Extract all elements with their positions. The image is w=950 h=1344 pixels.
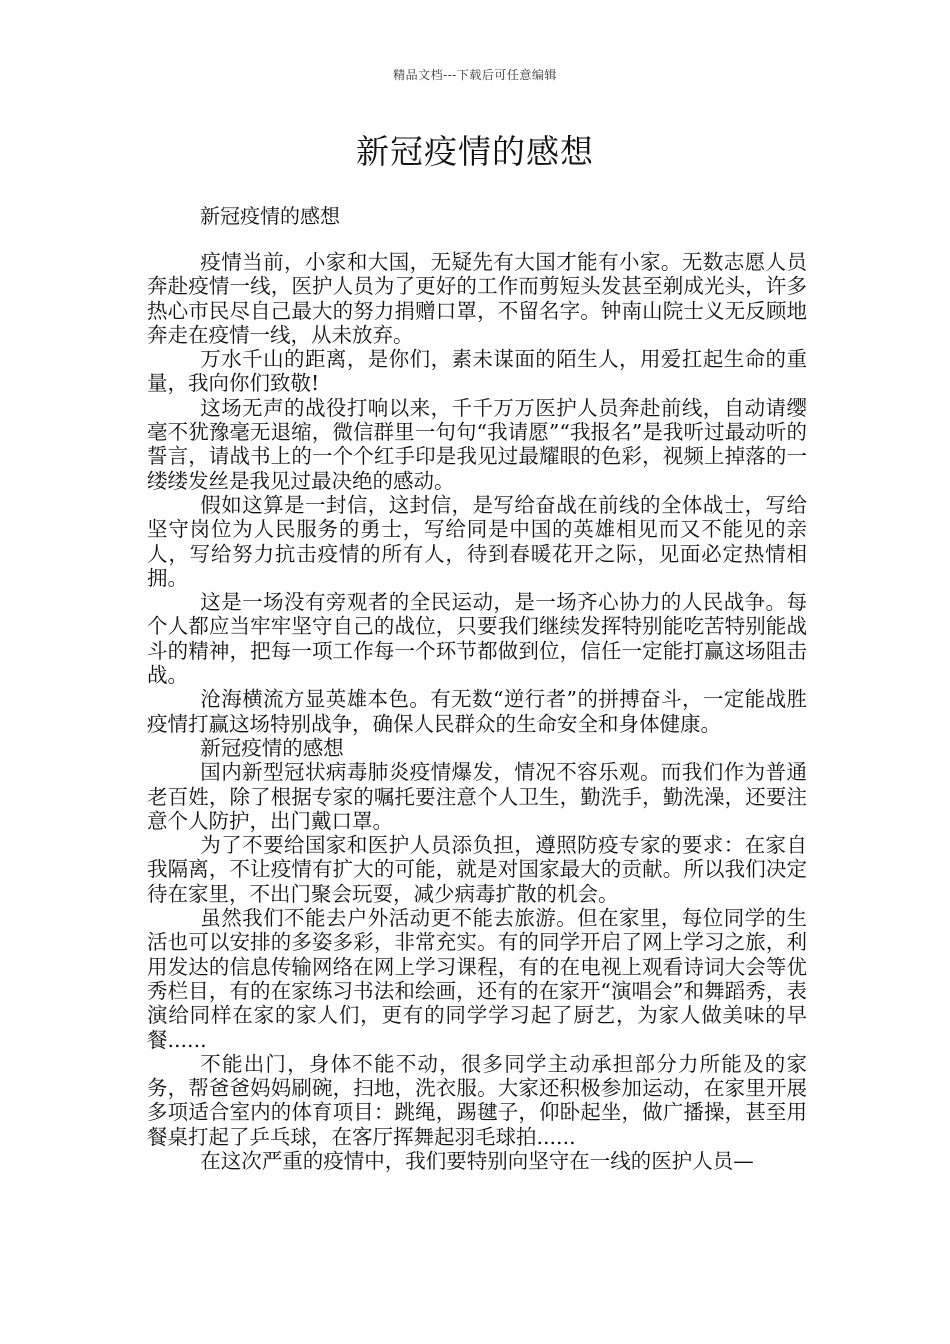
paragraph: 不能出门，身体不能不动，很多同学主动承担部分力所能及的家务，帮爸爸妈妈刷碗，扫地，洗衣服。大家还积极参加运动，在家里开展多项适合室内的体育项目：跳绳，踢毽子，仰卧起坐，做广播操，甚至用餐桌打起了乒乓球，在客厅挥舞起羽毛球拍...... [147, 1051, 807, 1149]
document-title: 新冠疫情的感想 [356, 132, 594, 171]
document-subtitle: 新冠疫情的感想 [200, 204, 340, 228]
paragraph: 这是一场没有旁观者的全民运动，是一场齐心协力的人民战争。每个人都应当牢牢坚守自己的战位，只要我们继续发挥特别能吃苦特别能战斗的精神，把每一项工作每一个环节都做到位，信任一定能打赢这场阻击战。 [147, 590, 807, 688]
paragraph: 疫情当前，小家和大国，无疑先有大国才能有小家。无数志愿人员奔赴疫情一线，医护人员为了更好的工作而剪短头发甚至剃成光头，许多热心市民尽自己最大的努力捐赠口罩，不留名字。钟南山院士义无反顾地奔走在疫情一线，从未放弃。 [147, 250, 807, 347]
document-body [147, 250, 807, 1173]
paragraph: 国内新型冠状病毒肺炎疫情爆发，情况不容乐观。而我们作为普通老百姓，除了根据专家的嘱托要注意个人卫生，勤洗手，勤洗澡，还要注意个人防护，出门戴口罩。 [147, 760, 807, 833]
paragraph: 虽然我们不能去户外活动更不能去旅游。但在家里，每位同学的生活也可以安排的多姿多彩，非常充实。有的同学开启了网上学习之旅，利用发达的信息传输网络在网上学习课程，有的在电视上观看诗词大会等优秀栏目，有的在家练习书法和绘画，还有的在家开“演唱会”和舞蹈秀，表演给同样在家的家人们，更有的同学学习起了厨艺，为家人做美味的早餐...... [147, 906, 807, 1052]
paragraph: 在这次严重的疫情中，我们要特别向坚守在一线的医护人员— [200, 1148, 754, 1173]
paragraph: 沧海横流方显英雄本色。有无数“逆行者”的拼搏奋斗，一定能战胜疫情打赢这场特别战争，确保人民群众的生命安全和身体健康。 [147, 687, 807, 736]
paragraph: 这场无声的战役打响以来，千千万万医护人员奔赴前线，自动请缨毫不犹豫毫无退缩，微信群里一句句“我请愿”“我报名”是我听过最动听的誓言，请战书上的一个个红手印是我见过最耀眼的色彩，视频上掉落的一缕缕发丝是我见过最决绝的感动。 [147, 395, 807, 493]
paragraph: 为了不要给国家和医护人员添负担，遵照防疫专家的要求：在家自我隔离，不让疫情有扩大的可能，就是对国家最大的贡献。所以我们决定待在家里，不出门聚会玩耍，减少病毒扩散的机会。 [147, 833, 807, 906]
page-header-note: 精品文档---下载后可任意编辑 [393, 68, 557, 82]
paragraph: 假如这算是一封信，这封信，是写给奋战在前线的全体战士，写给坚守岗位为人民服务的勇士，写给同是中国的英雄相见而又不能见的亲人，写给努力抗击疫情的所有人，待到春暖花开之际，见面必定热情相拥。 [147, 492, 807, 590]
paragraph: 万水千山的距离，是你们，素未谋面的陌生人，用爱扛起生命的重量，我向你们致敬! [147, 347, 807, 396]
section-heading: 新冠疫情的感想 [200, 735, 344, 760]
